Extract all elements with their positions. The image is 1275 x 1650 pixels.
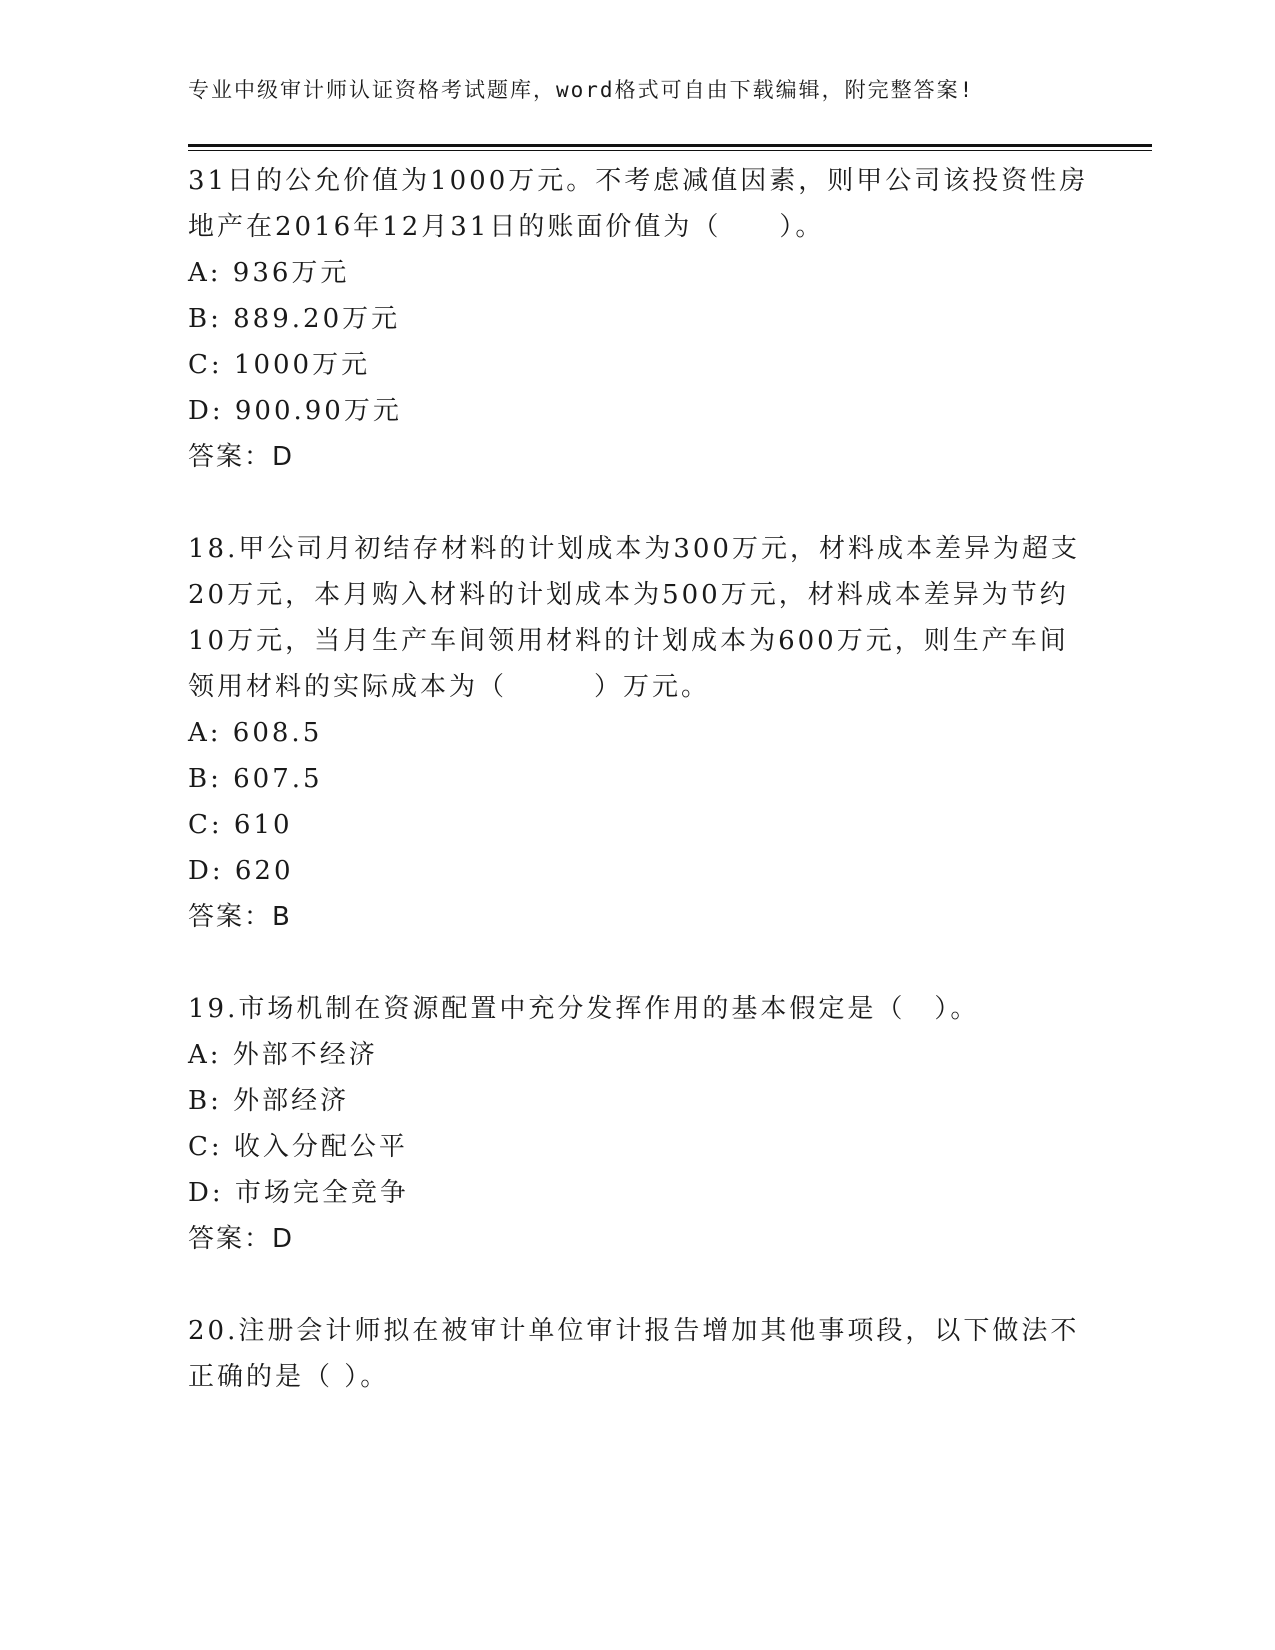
- question-stem-line: 10万元，当月生产车间领用材料的计划成本为600万元，则生产车间: [188, 626, 1069, 656]
- option-b: B: 外部经济: [188, 1086, 350, 1116]
- question-block: [188, 158, 1088, 480]
- option-b: B: 607.5: [188, 764, 323, 794]
- option-a: A: 936万元: [188, 258, 350, 288]
- answer-line: 答案：B: [188, 902, 292, 932]
- answer-line: 答案：D: [188, 1224, 295, 1254]
- question-content: [188, 158, 1088, 1400]
- question-stem-line: 31日的公允价值为1000万元。不考虑减值因素，则甲公司该投资性房: [188, 166, 1089, 196]
- option-b: B: 889.20万元: [188, 304, 401, 334]
- answer-line: 答案：D: [188, 442, 295, 472]
- question-stem-line: 领用材料的实际成本为（ ）万元。: [188, 672, 711, 702]
- question-stem-line: 18.甲公司月初结存材料的计划成本为300万元，材料成本差异为超支: [188, 534, 1080, 564]
- question-block: [188, 1308, 1088, 1400]
- question-stem-line: 19.市场机制在资源配置中充分发挥作用的基本假定是（ ）。: [188, 994, 980, 1024]
- header-rule-thin: [188, 150, 1152, 151]
- question-block: [188, 526, 1088, 940]
- option-c: C: 610: [188, 810, 293, 840]
- question-stem-line: 地产在2016年12月31日的账面价值为（ ）。: [188, 212, 825, 242]
- question-stem-line: 正确的是（ ）。: [188, 1362, 390, 1392]
- option-c: C: 1000万元: [188, 350, 371, 380]
- page-header: 专业中级审计师认证资格考试题库，word格式可自由下载编辑，附完整答案!: [188, 78, 975, 102]
- option-d: D: 市场完全竞争: [188, 1178, 409, 1208]
- header-rule-thick: [188, 144, 1152, 147]
- option-a: A: 外部不经济: [188, 1040, 378, 1070]
- question-stem-line: 20万元，本月购入材料的计划成本为500万元，材料成本差异为节约: [188, 580, 1069, 610]
- option-d: D: 620: [188, 856, 294, 886]
- option-d: D: 900.90万元: [188, 396, 402, 426]
- option-c: C: 收入分配公平: [188, 1132, 408, 1162]
- question-stem-line: 20.注册会计师拟在被审计单位审计报告增加其他事项段，以下做法不: [188, 1316, 1080, 1346]
- option-a: A: 608.5: [188, 718, 323, 748]
- question-block: [188, 986, 1088, 1262]
